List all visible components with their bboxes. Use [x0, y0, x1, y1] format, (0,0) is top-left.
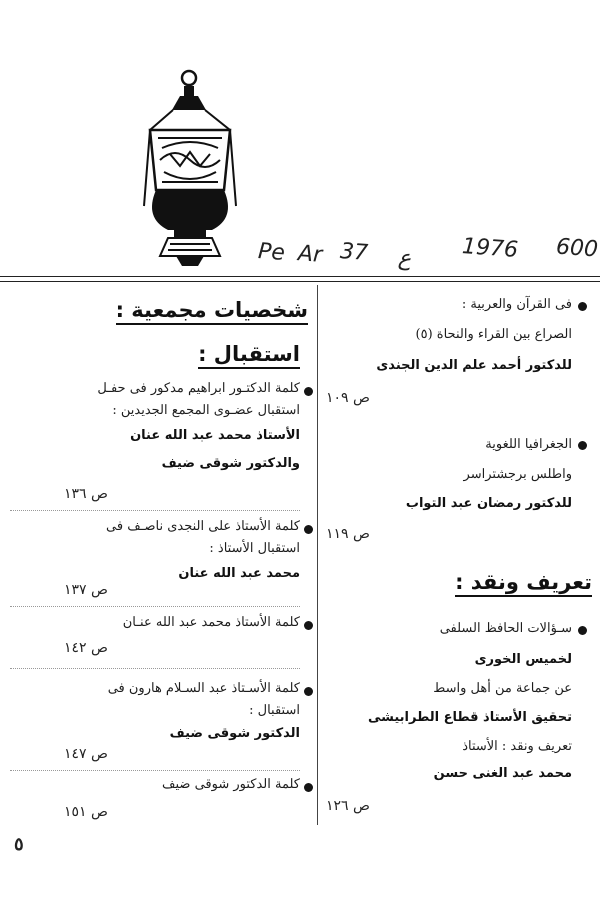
entry-page: ص ١٤٢ [64, 640, 108, 656]
review-author: لخميس الخورى [474, 652, 572, 667]
divider [10, 510, 300, 511]
bullet-icon [304, 687, 313, 696]
entry-name: الدكتور شوقى ضيف [169, 726, 300, 741]
review-critic: محمد عبد الغنى حسن [433, 766, 572, 781]
entry-title: فى القرآن والعربية : [461, 297, 572, 312]
entry-page: ص ١٣٦ [64, 486, 108, 502]
handwritten-mark: ع [397, 245, 412, 272]
entry-author: للدكتور أحمد علم الدين الجندى [376, 358, 572, 373]
handwritten-mark: Ar [297, 241, 323, 268]
bullet-icon [304, 387, 313, 396]
column-divider [317, 285, 318, 825]
bullet-icon [578, 441, 587, 450]
handwritten-mark: Pe [257, 239, 286, 266]
handwritten-mark: 37 [339, 239, 369, 266]
entry-subtitle: واطلس برجشتراسر [463, 467, 572, 482]
section-heading: شخصيات مجمعية : [116, 298, 308, 322]
entry-page: ص ١٥١ [64, 804, 108, 820]
bullet-icon [304, 525, 313, 534]
entry-page: ص ١٢٦ [326, 798, 370, 814]
entry-name: الأستاذ محمد عبد الله عنان [130, 428, 300, 443]
entry-line: كلمة الأسـتاذ عبد السـلام هارون فى [107, 681, 300, 696]
handwritten-mark: 1976 [461, 234, 519, 263]
entry-line: استقبال : [249, 703, 300, 718]
entry-title: الجغرافيا اللغوية [485, 437, 572, 452]
bullet-icon [304, 783, 313, 792]
section-subheading: استقبال : [198, 342, 300, 366]
page-number: ٥ [14, 834, 24, 855]
bullet-icon [304, 621, 313, 630]
entry-line: كلمة الأستاذ على النجدى ناصـف فى [106, 519, 300, 534]
lamp-emblem-icon [140, 68, 250, 268]
entry-name: والدكتور شوقى ضيف [161, 456, 300, 471]
entry-page: ص ١٠٩ [326, 390, 370, 406]
entry-line: كلمة الدكتور شوقى ضيف [162, 777, 300, 792]
section-heading: تعريف ونقد : [455, 570, 592, 594]
divider [0, 281, 600, 282]
divider [10, 668, 300, 669]
entry-line: استقبال عضـوى المجمع الجديدين : [112, 403, 300, 418]
divider [10, 606, 300, 607]
entry-page: ص ١١٩ [326, 526, 370, 542]
bullet-icon [578, 626, 587, 635]
bullet-icon [578, 302, 587, 311]
entry-line: استقبال الأستاذ : [209, 541, 300, 556]
review-editor: تحقيق الأستاذ قطاع الطرابيشى [367, 710, 572, 725]
entry-page: ص ١٤٧ [64, 746, 108, 762]
entry-subtitle: الصراع بين القراء والنحاة (٥) [415, 327, 572, 342]
entry-author: للدكتور رمضان عبد التواب [405, 496, 572, 511]
handwritten-mark: 600 [555, 234, 599, 263]
entry-line: كلمة الأستاذ محمد عبد الله عنـان [122, 615, 300, 630]
divider [0, 276, 600, 277]
entry-page: ص ١٣٧ [64, 582, 108, 598]
divider [10, 770, 300, 771]
entry-line: كلمة الدكتـور ابراهيم مدكور فى حفـل [97, 381, 300, 396]
review-line: تعريف ونقد : الأستاذ [462, 739, 572, 754]
review-line: عن جماعة من أهل واسط [433, 681, 572, 696]
entry-name: محمد عبد الله عنان [178, 566, 300, 581]
review-title: سـؤالات الحافظ السلفى [439, 621, 572, 636]
